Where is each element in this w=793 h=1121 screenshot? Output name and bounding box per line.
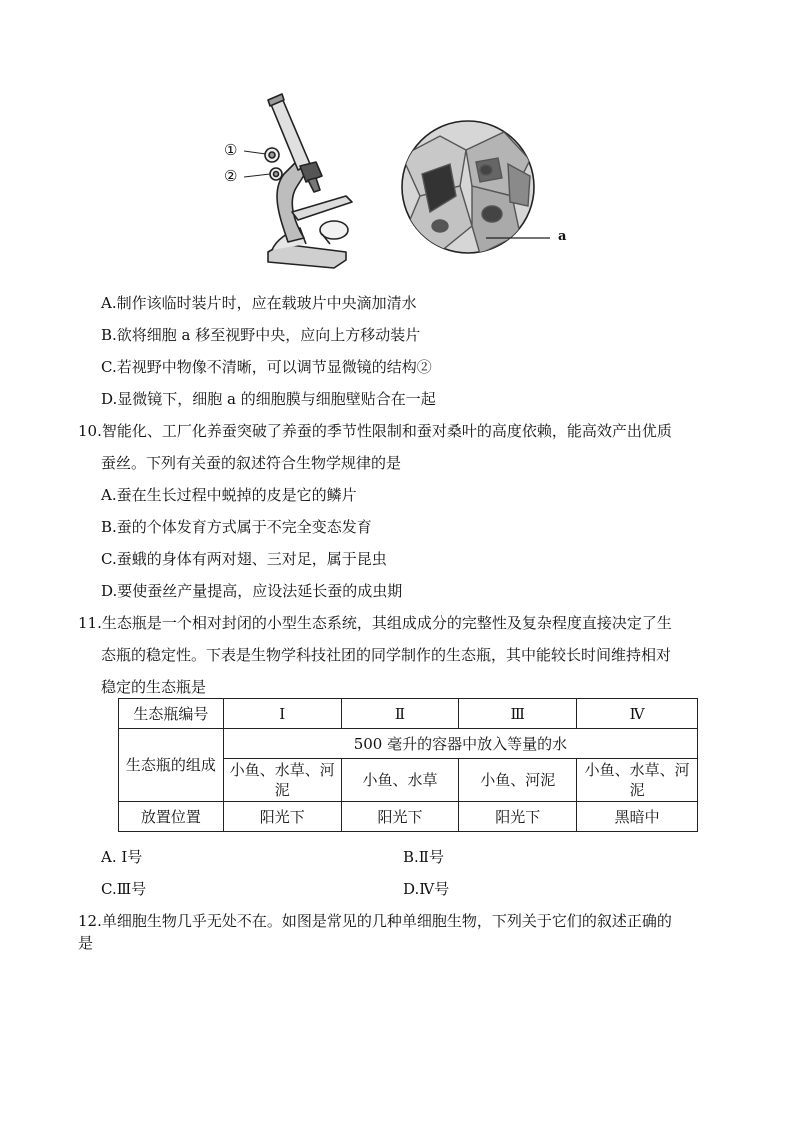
q12-stem-line1: 12.单细胞生物几乎无处不在。如图是常见的几种单细胞生物，下列关于它们的叙述正确的 (78, 912, 672, 930)
table-row (119, 729, 698, 759)
q10-option-a: A.蚕在生长过程中蜕掉的皮是它的鳞片 (101, 486, 357, 504)
q9-option-b: B.欲将细胞 a 移至视野中央，应向上方移动装片 (101, 326, 421, 344)
table-cell: 黑暗中 (577, 802, 698, 832)
q12-stem-line2: 是 (78, 934, 94, 952)
q11-stem-line2: 态瓶的稳定性。下表是生物学科技社团的同学制作的生态瓶，其中能较长时间维持相对 (101, 646, 672, 664)
table-col-4: Ⅳ (577, 699, 698, 729)
q9-option-a: A.制作该临时装片时，应在载玻片中央滴加清水 (101, 294, 417, 312)
table-cell-line: 泥 (274, 781, 290, 799)
q10-option-b: B.蚕的个体发育方式属于不完全变态发育 (101, 518, 372, 536)
table-composition-label: 生态瓶的组成 (119, 729, 224, 802)
q10-stem-line2: 蚕丝。下列有关蚕的叙述符合生物学规律的是 (101, 454, 402, 472)
q10-option-c: C.蚕蛾的身体有两对翅、三对足，属于昆虫 (101, 550, 387, 568)
q11-option-a: A. Ⅰ号 (101, 848, 143, 866)
microscope-drawing (222, 92, 372, 277)
label-structure-1: ① (224, 141, 238, 159)
table-row (119, 699, 698, 729)
table-col-1: Ⅰ (223, 699, 341, 729)
microscope-figure (222, 92, 372, 277)
table-cell: 阳光下 (341, 802, 459, 832)
table-cell: 小鱼、水草 (341, 759, 459, 802)
q10-option-d: D.要使蚕丝产量提高，应设法延长蚕的成虫期 (101, 582, 403, 600)
q11-option-d: D.Ⅳ号 (403, 880, 450, 898)
field-of-view-figure (400, 116, 580, 258)
table-col-2: Ⅱ (341, 699, 459, 729)
q10-stem-line1: 10.智能化、工厂化养蚕突破了养蚕的季节性限制和蚕对桑叶的高度依赖，能高效产出优质 (78, 422, 672, 440)
q11-stem-line3: 稳定的生态瓶是 (101, 678, 207, 696)
table-cell (223, 759, 341, 802)
table-placement-label: 放置位置 (119, 802, 224, 832)
table-header-label: 生态瓶编号 (119, 699, 224, 729)
q11-stem-line1: 11.生态瓶是一个相对封闭的小型生态系统，其组成成分的完整性及复杂程度直接决定了生 (78, 614, 672, 632)
table-cell (577, 759, 698, 802)
table-col-3: Ⅲ (459, 699, 577, 729)
table-cell-line: 小鱼、水草、河 (229, 761, 335, 779)
table-cell: 小鱼、河泥 (459, 759, 577, 802)
table-row (119, 802, 698, 832)
table-cell-line: 小鱼、水草、河 (584, 761, 690, 779)
table-shared-row: 500 毫升的容器中放入等量的水 (223, 729, 697, 759)
table-cell: 阳光下 (223, 802, 341, 832)
table-cell: 阳光下 (459, 802, 577, 832)
q9-option-d: D.显微镜下，细胞 a 的细胞膜与细胞壁贴合在一起 (101, 390, 436, 408)
label-structure-2: ② (224, 167, 238, 185)
q11-option-c: C.Ⅲ号 (101, 880, 147, 898)
cell-view-drawing (400, 116, 580, 258)
q9-option-c: C.若视野中物像不清晰，可以调节显微镜的结构② (101, 358, 432, 376)
ecosystem-bottle-table (118, 698, 698, 832)
table-cell-line: 泥 (629, 781, 645, 799)
q11-option-b: B.Ⅱ号 (403, 848, 444, 866)
label-cell-a: a (558, 229, 567, 244)
